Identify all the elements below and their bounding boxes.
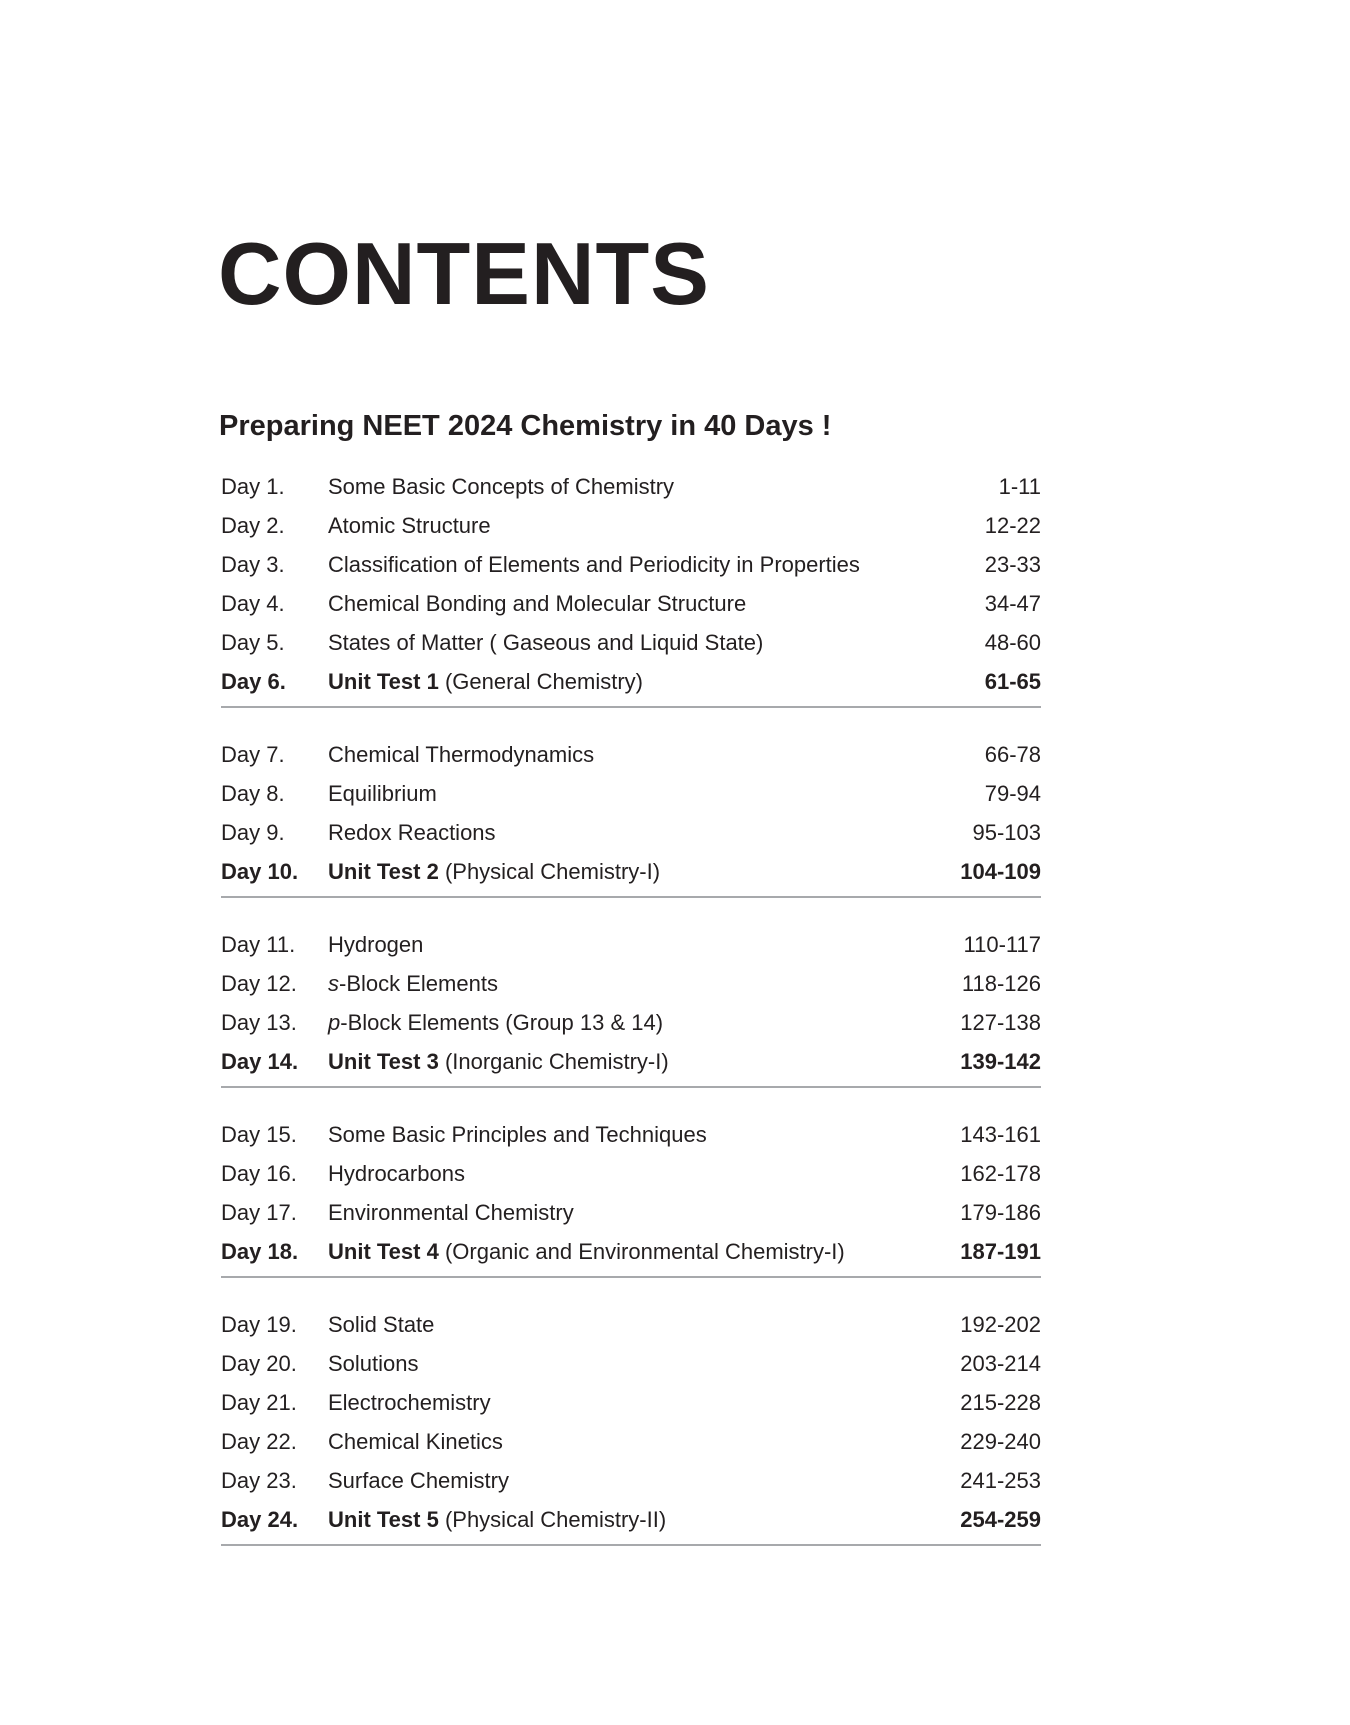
toc-pages: 215-228 [960, 1389, 1041, 1415]
toc-unit-test-row[interactable] [221, 1500, 1041, 1540]
toc-topic [328, 1312, 901, 1338]
unit-test-detail: (Organic and Environmental Chemistry-I) [438, 1239, 845, 1264]
toc-day: Day 1. [221, 473, 285, 499]
toc-topic [328, 1351, 901, 1377]
toc-day: Day 5. [221, 629, 285, 655]
toc-day: Day 15. [221, 1121, 297, 1147]
toc-row[interactable] [221, 1383, 1041, 1422]
toc-row[interactable] [221, 925, 1041, 964]
toc-day: Day 2. [221, 512, 285, 538]
toc-unit-test-row[interactable] [221, 1232, 1041, 1272]
toc-topic-text: Environmental Chemistry [328, 1199, 574, 1225]
toc-row[interactable] [221, 1003, 1041, 1042]
toc-pages: 118-126 [961, 970, 1041, 996]
toc-topic-text: Atomic Structure [328, 512, 491, 538]
toc-topic-text: Redox Reactions [328, 819, 496, 845]
toc-row[interactable] [221, 1193, 1041, 1232]
page-title: CONTENTS [218, 224, 710, 323]
toc-day: Day 7. [221, 741, 285, 767]
toc-topic-text: -Block Elements [339, 970, 498, 996]
toc-topic [328, 1468, 901, 1494]
toc-row[interactable] [221, 1461, 1041, 1500]
toc-pages: 203-214 [960, 1350, 1041, 1376]
unit-test-detail: (Physical Chemistry-I) [438, 859, 661, 884]
toc-row[interactable] [221, 813, 1041, 852]
toc-pages: 66-78 [984, 741, 1041, 767]
toc-pages: 110-117 [963, 931, 1041, 957]
table-of-contents [221, 467, 1041, 1573]
toc-pages: 12-22 [984, 512, 1041, 538]
toc-topic-text: Hydrocarbons [328, 1160, 465, 1186]
toc-topic [328, 1200, 901, 1226]
toc-topic-text: Some Basic Concepts of Chemistry [328, 473, 675, 499]
toc-day: Day 24. [221, 1507, 299, 1532]
toc-day: Day 18. [221, 1239, 299, 1264]
toc-topic [328, 781, 901, 807]
toc-topic [328, 630, 901, 656]
toc-topic [328, 513, 901, 539]
toc-pages: 61-65 [984, 669, 1041, 694]
unit-test-detail: (Inorganic Chemistry-I) [438, 1049, 669, 1074]
toc-pages: 48-60 [984, 629, 1041, 655]
toc-day: Day 6. [221, 669, 286, 694]
toc-row[interactable] [221, 467, 1041, 506]
toc-day: Day 9. [221, 819, 285, 845]
toc-row[interactable] [221, 1154, 1041, 1193]
unit-test-name: Unit Test 5 [328, 1507, 439, 1532]
toc-topic [328, 1390, 901, 1416]
unit-test-name: Unit Test 4 [328, 1239, 439, 1264]
unit-test-name: Unit Test 2 [328, 859, 439, 884]
toc-topic-text: -Block Elements (Group 13 & 14) [340, 1009, 664, 1035]
toc-group [221, 1115, 1041, 1278]
toc-topic-text: Solutions [328, 1350, 419, 1376]
unit-test-name: Unit Test 3 [328, 1049, 439, 1074]
toc-day: Day 4. [221, 590, 285, 616]
toc-pages: 95-103 [972, 819, 1041, 845]
toc-row[interactable] [221, 1344, 1041, 1383]
toc-pages: 179-186 [960, 1199, 1041, 1225]
toc-day: Day 23. [221, 1467, 297, 1493]
toc-row[interactable] [221, 584, 1041, 623]
toc-topic [328, 591, 901, 617]
toc-pages: 241-253 [960, 1467, 1041, 1493]
toc-pages: 192-202 [960, 1311, 1041, 1337]
toc-topic-text: States of Matter ( Gaseous and Liquid State) [328, 629, 764, 655]
toc-day: Day 17. [221, 1199, 297, 1225]
toc-topic-text: Chemical Bonding and Molecular Structure [328, 590, 747, 616]
toc-row[interactable] [221, 1305, 1041, 1344]
toc-pages: 79-94 [984, 780, 1041, 806]
toc-row[interactable] [221, 545, 1041, 584]
toc-day: Day 3. [221, 551, 285, 577]
toc-day: Day 8. [221, 780, 285, 806]
toc-topic-text: Surface Chemistry [328, 1467, 509, 1493]
toc-topic-prefix: p [328, 1009, 341, 1035]
toc-pages: 23-33 [984, 551, 1041, 577]
toc-day: Day 22. [221, 1428, 297, 1454]
toc-pages: 187-191 [960, 1239, 1041, 1264]
toc-topic [328, 932, 901, 958]
toc-topic [328, 552, 901, 578]
toc-row[interactable] [221, 623, 1041, 662]
toc-topic [328, 820, 901, 846]
toc-day: Day 12. [221, 970, 297, 996]
toc-pages: 229-240 [960, 1428, 1041, 1454]
toc-unit-test-row[interactable] [221, 1042, 1041, 1082]
toc-topic [328, 1161, 901, 1187]
toc-topic-text: Some Basic Principles and Techniques [328, 1121, 707, 1147]
toc-row[interactable] [221, 735, 1041, 774]
toc-row[interactable] [221, 964, 1041, 1003]
toc-group [221, 925, 1041, 1088]
toc-group [221, 1305, 1041, 1546]
toc-topic [328, 669, 901, 695]
toc-topic [328, 1507, 901, 1533]
toc-group [221, 467, 1041, 708]
section-heading: Preparing NEET 2024 Chemistry in 40 Days ! [219, 410, 832, 442]
toc-pages: 139-142 [960, 1049, 1041, 1074]
toc-pages: 127-138 [960, 1009, 1041, 1035]
toc-topic-text: Classification of Elements and Periodicity in Properties [328, 551, 860, 577]
toc-day: Day 13. [221, 1009, 297, 1035]
toc-day: Day 20. [221, 1350, 297, 1376]
toc-topic-text: Solid State [328, 1311, 435, 1337]
toc-unit-test-row[interactable] [221, 662, 1041, 702]
toc-topic [328, 1049, 901, 1075]
toc-day: Day 10. [221, 859, 299, 884]
toc-row[interactable] [221, 1422, 1041, 1461]
toc-pages: 34-47 [984, 590, 1041, 616]
unit-test-detail: (Physical Chemistry-II) [438, 1507, 667, 1532]
toc-day: Day 21. [221, 1389, 297, 1415]
toc-pages: 162-178 [960, 1160, 1041, 1186]
toc-topic [328, 1239, 901, 1265]
unit-test-detail: (General Chemistry) [438, 669, 643, 694]
toc-topic-text: Hydrogen [328, 931, 424, 957]
toc-unit-test-row[interactable] [221, 852, 1041, 892]
toc-topic [328, 742, 901, 768]
toc-topic [328, 971, 901, 997]
toc-pages: 143-161 [960, 1121, 1041, 1147]
toc-topic-text: Electrochemistry [328, 1389, 491, 1415]
unit-test-name: Unit Test 1 [328, 669, 439, 694]
toc-day: Day 14. [221, 1049, 299, 1074]
toc-topic [328, 1010, 901, 1036]
toc-row[interactable] [221, 506, 1041, 545]
toc-pages: 254-259 [960, 1507, 1041, 1532]
toc-topic [328, 1429, 901, 1455]
toc-topic-text: Chemical Kinetics [328, 1428, 503, 1454]
toc-topic [328, 859, 901, 885]
toc-topic [328, 1122, 901, 1148]
toc-group [221, 735, 1041, 898]
toc-day: Day 19. [221, 1311, 297, 1337]
toc-topic-prefix: s [328, 970, 339, 996]
toc-row[interactable] [221, 774, 1041, 813]
toc-topic-text: Chemical Thermodynamics [328, 741, 595, 767]
toc-row[interactable] [221, 1115, 1041, 1154]
toc-pages: 104-109 [960, 859, 1041, 884]
toc-pages: 1-11 [998, 473, 1041, 499]
toc-topic-text: Equilibrium [328, 780, 437, 806]
toc-day: Day 11. [221, 931, 296, 957]
toc-topic [328, 474, 901, 500]
toc-day: Day 16. [221, 1160, 297, 1186]
